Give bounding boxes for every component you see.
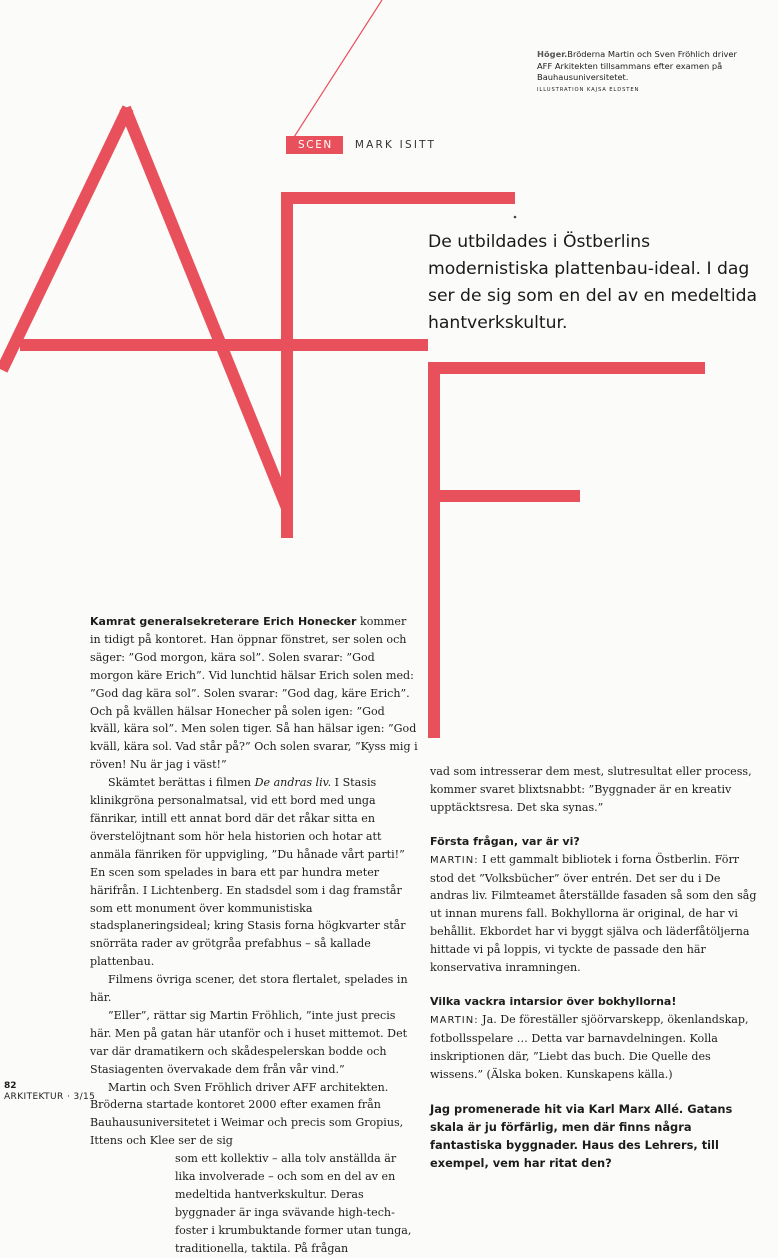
body-paragraph: Skämtet berättas i filmen De andras liv. I Stasis klinikgröna personalmatsal, vid ett bord med unga fänrikar, intill ett annat bord där det råkar sitta en överstelöjtnant som hör hela historien och hotar att anmäla fänriken för uppvigling, ”Du hånade vårt parti!” En scen som spelades in bara ett par hundra meter härifrån. I Lichtenberg. En stadsdel som i dag framstår som ett monument över kommunistiska stadsplaneringsideal; kring Stasis forna högkvarter står snörräta rader av grötgråa prefabhus – så kallade plattenbau. bbox=[90, 776, 406, 969]
body-column-left bbox=[90, 613, 418, 1258]
author-byline: MARK ISITT bbox=[354, 139, 437, 151]
page-folio bbox=[4, 1081, 95, 1103]
standfirst: De utbildades i Östberlins modernistiska plattenbau-ideal. I dag ser de sig som en del av en medeltida hantverkskultur. bbox=[428, 232, 758, 333]
magazine-issue: ARKITEKTUR · 3/15 bbox=[4, 1092, 96, 1102]
question-heading: Jag promenerade hit via Karl Marx Allé. Gatans skala är ju förfärlig, men där finns några fantastiska byggnader. Haus des Lehrers, till exempel, vem har ritat den? bbox=[430, 1101, 733, 1170]
body-paragraph: vad som intresserar dem mest, slutresultat eller process, kommer svaret blixtsnabbt: ”Byggnader är en kreativ upptäcktsresa. Det ska synas.” bbox=[430, 765, 752, 814]
body-paragraph: Kamrat generalsekreterare Erich Honecker kommer in tidigt på kontoret. Han öppnar fönstret, ser solen och säger: ”God morgon, kära sol”. Solen svarar: ”God morgon käre Erich”. Vid lunchtid hälsar Erich solen med: ”God dag kära sol”. Solen svarar: ”God dag, käre Erich”. Och på kvällen hälsar Honecher på solen igen: ”God kväll, kära sol”. Men solen tiger. Så han hälsar igen: ”God kväll, kära sol. Vad står på?” Och solen svarar, ”Kyss mig i röven! Nu är jag i väst!” bbox=[90, 615, 418, 772]
answer-paragraph: MARTIN: Ja. De föreställer sjöörvarskepp, ökenlandskap, fotbollsspelare … Detta var barnavdelningen. Kolla inskriptionen där, ”Liebt das buch. Die Quelle des wissens.” (Älska boken. Kunskapens källa.) bbox=[430, 1012, 749, 1081]
body-paragraph: Martin och Sven Fröhlich driver AFF architekten. Bröderna startade kontoret 2000 efter examen från Bauhausuniversitetet i Weimar och precis som Gropius, Ittens och Klee ser de sig bbox=[90, 1080, 404, 1148]
question-heading: Första frågan, var är vi? bbox=[430, 834, 580, 848]
intro-bold: Kamrat generalsekreterare Erich Honecker bbox=[90, 615, 357, 628]
film-title: De andras liv. bbox=[254, 776, 332, 790]
dot-mark bbox=[514, 216, 517, 219]
section-tag: SCEN bbox=[286, 136, 343, 154]
body-paragraph: Filmens övriga scener, det stora flertalet, spelades in här. bbox=[90, 973, 408, 1005]
section-rubric bbox=[286, 136, 436, 154]
letter-a-left-leg bbox=[2, 108, 128, 370]
body-paragraph: ”Eller”, rättar sig Martin Fröhlich, ”inte just precis här. Men på gatan här utanför och i huset mittemot. Det var där dramatikern och skådespelerskan bodde och Stasiagenten övervakade dem från vår vind.” bbox=[90, 1008, 408, 1076]
body-paragraph-narrow: som ett kollektiv – alla tolv anställda är lika involverade – och som en del av en medeltida hantverkskultur. Deras byggnader är inga svävande high-tech-foster i krumbuktande former utan tunga, traditionella, taktila. På frågan bbox=[175, 1152, 412, 1255]
page-number: 82 bbox=[4, 1081, 17, 1091]
caption-text: Bröderna Martin och Sven Fröhlich driver AFF Arkitekten tillsammans efter examen på Bauhausuniversitetet. bbox=[537, 49, 737, 83]
question-heading: Vilka vackra intarsior över bokhyllorna! bbox=[430, 994, 677, 1008]
letter-a-right-leg bbox=[125, 108, 287, 508]
caption-lead: Höger. bbox=[537, 49, 568, 59]
speaker-label: MARTIN: bbox=[430, 1014, 479, 1026]
illustration-credit: ILLUSTRATION KAJSA ELDSTEN bbox=[537, 86, 640, 93]
diagonal-rule bbox=[287, 0, 382, 148]
body-column-right bbox=[430, 763, 760, 1172]
image-caption bbox=[537, 49, 752, 96]
speaker-label: MARTIN: bbox=[430, 854, 479, 866]
answer-paragraph: MARTIN: I ett gammalt bibliotek i forna Östberlin. Förr stod det ”Volksbücher” över entrén. Det ser du i De andras liv. Filmteamet återställde fasaden så som den såg ut innan murens fall. Bokhyllorna är original, de har vi behållit. Ekbordet har vi byggt själva och läderfåtöljerna hittade vi på loppis, vi tyckte de passade den här konservativa inramningen. bbox=[430, 852, 757, 975]
